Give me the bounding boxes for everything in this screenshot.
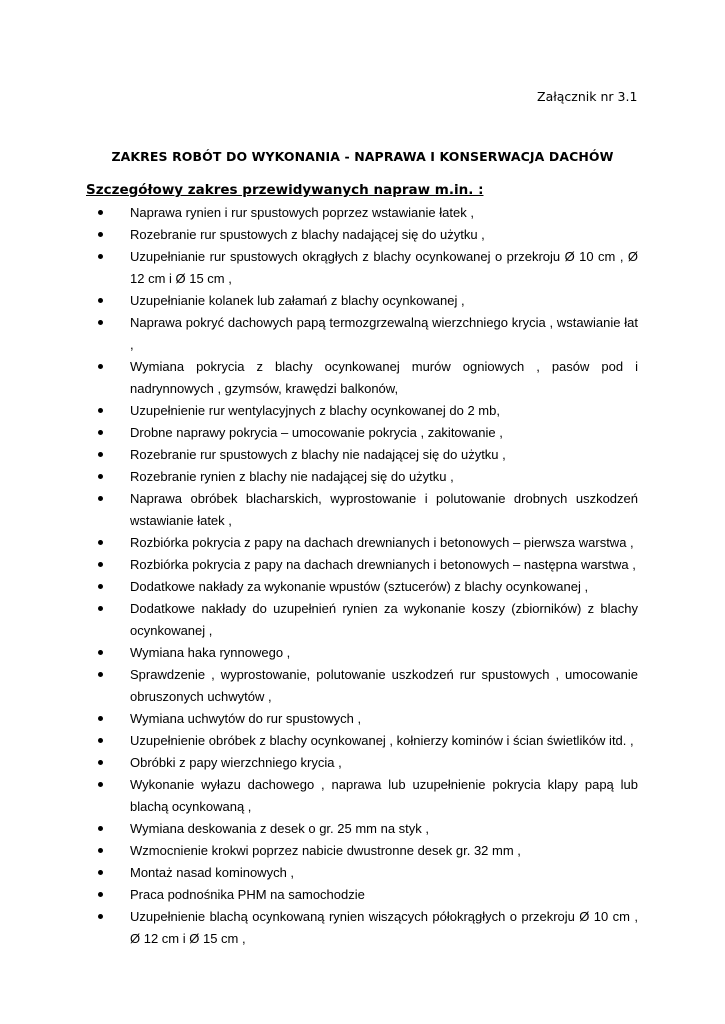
bullet-icon: [98, 232, 103, 237]
list-item: [98, 840, 638, 862]
list-item-text: Rozebranie rur spustowych z blachy nie nadającej się do użytku ,: [130, 447, 506, 462]
list-item: [98, 290, 638, 312]
section-heading: Szczegółowy zakres przewidywanych napraw m.in. :: [86, 182, 484, 198]
attachment-number: Załącznik nr 3.1: [537, 89, 638, 104]
list-item: [98, 202, 638, 224]
bullet-icon: [98, 914, 103, 919]
list-item-text: Praca podnośnika PHM na samochodzie: [130, 887, 365, 902]
list-item: [98, 774, 638, 818]
bullet-icon: [98, 738, 103, 743]
bullet-icon: [98, 782, 103, 787]
bullet-icon: [98, 298, 103, 303]
list-item-text: Uzupełnienie blachą ocynkowaną rynien wiszących półokrągłych o przekroju Ø 10 cm , Ø 12 cm i Ø 15 cm ,: [130, 909, 638, 946]
list-item-text: Montaż nasad kominowych ,: [130, 865, 295, 880]
bullet-icon: [98, 496, 103, 501]
list-item-text: Rozebranie rur spustowych z blachy nadającej się do użytku ,: [130, 227, 485, 242]
list-item: [98, 818, 638, 840]
bullet-icon: [98, 606, 103, 611]
document-title: ZAKRES ROBÓT DO WYKONANIA - NAPRAWA I KONSERWACJA DACHÓW: [111, 149, 614, 164]
list-item-text: Obróbki z papy wierzchniego krycia ,: [130, 755, 342, 770]
list-item: [98, 752, 638, 774]
list-item: [98, 312, 638, 356]
list-item: [98, 356, 638, 400]
repair-scope-list: [98, 202, 638, 950]
list-item: [98, 906, 638, 950]
list-item-text: Wymiana deskowania z desek o gr. 25 mm na styk ,: [130, 821, 430, 836]
bullet-icon: [98, 408, 103, 413]
list-item: [98, 576, 638, 598]
list-item: [98, 708, 638, 730]
bullet-icon: [98, 650, 103, 655]
list-item-text: Sprawdzenie , wyprostowanie, polutowanie uszkodzeń rur spustowych , umocowanie obruszonych uchwytów ,: [130, 667, 638, 704]
bullet-icon: [98, 254, 103, 259]
list-item: [98, 488, 638, 532]
list-item-text: Wymiana uchwytów do rur spustowych ,: [130, 711, 362, 726]
list-item-text: Drobne naprawy pokrycia – umocowanie pokrycia , zakitowanie ,: [130, 425, 503, 440]
list-item-text: Rozbiórka pokrycia z papy na dachach drewnianych i betonowych – następna warstwa ,: [130, 557, 636, 572]
list-item: [98, 224, 638, 246]
list-item: [98, 246, 638, 290]
list-item-text: Wykonanie wyłazu dachowego , naprawa lub uzupełnienie pokrycia klapy papą lub blachą ocynkowaną ,: [130, 777, 638, 814]
list-item: [98, 466, 638, 488]
list-item-text: Rozbiórka pokrycia z papy na dachach drewnianych i betonowych – pierwsza warstwa ,: [130, 535, 634, 550]
list-item: [98, 862, 638, 884]
list-item-text: Naprawa obróbek blacharskich, wyprostowanie i polutowanie drobnych uszkodzeń wstawianie łatek ,: [130, 491, 638, 528]
list-item: [98, 422, 638, 444]
list-item: [98, 884, 638, 906]
bullet-icon: [98, 760, 103, 765]
bullet-icon: [98, 562, 103, 567]
list-item-text: Naprawa rynien i rur spustowych poprzez wstawianie łatek ,: [130, 205, 474, 220]
bullet-icon: [98, 320, 103, 325]
list-item: [98, 664, 638, 708]
bullet-icon: [98, 210, 103, 215]
bullet-icon: [98, 870, 103, 875]
bullet-icon: [98, 474, 103, 479]
bullet-icon: [98, 540, 103, 545]
bullet-icon: [98, 826, 103, 831]
list-item-text: Dodatkowe nakłady do uzupełnień rynien za wykonanie koszy (zbiorników) z blachy ocynkowanej ,: [130, 601, 638, 638]
list-item: [98, 598, 638, 642]
bullet-icon: [98, 364, 103, 369]
list-item-text: Dodatkowe nakłady za wykonanie wpustów (sztucerów) z blachy ocynkowanej ,: [130, 579, 589, 594]
list-item-text: Wzmocnienie krokwi poprzez nabicie dwustronne desek gr. 32 mm ,: [130, 843, 521, 858]
bullet-icon: [98, 584, 103, 589]
bullet-icon: [98, 716, 103, 721]
list-item: [98, 444, 638, 466]
list-item-text: Uzupełnienie obróbek z blachy ocynkowanej , kołnierzy kominów i ścian świetlików itd. ,: [130, 733, 634, 748]
list-item-text: Wymiana pokrycia z blachy ocynkowanej murów ogniowych , pasów pod i nadrynnowych , gzymsów, krawędzi balkonów,: [130, 359, 638, 396]
list-item: [98, 400, 638, 422]
list-item-text: Uzupełnianie rur spustowych okrągłych z blachy ocynkowanej o przekroju Ø 10 cm , Ø 12 cm i Ø 15 cm ,: [130, 249, 638, 286]
list-item: [98, 642, 638, 664]
list-item-text: Naprawa pokryć dachowych papą termozgrzewalną wierzchniego krycia , wstawianie łat ,: [130, 315, 638, 352]
list-item-text: Uzupełnianie kolanek lub załamań z blachy ocynkowanej ,: [130, 293, 465, 308]
bullet-icon: [98, 892, 103, 897]
bullet-icon: [98, 452, 103, 457]
list-item-text: Wymiana haka rynnowego ,: [130, 645, 291, 660]
list-item: [98, 532, 638, 554]
list-item-text: Rozebranie rynien z blachy nie nadającej się do użytku ,: [130, 469, 454, 484]
bullet-icon: [98, 672, 103, 677]
list-item: [98, 730, 638, 752]
list-item-text: Uzupełnienie rur wentylacyjnych z blachy ocynkowanej do 2 mb,: [130, 403, 500, 418]
bullet-icon: [98, 430, 103, 435]
bullet-icon: [98, 848, 103, 853]
list-item: [98, 554, 638, 576]
